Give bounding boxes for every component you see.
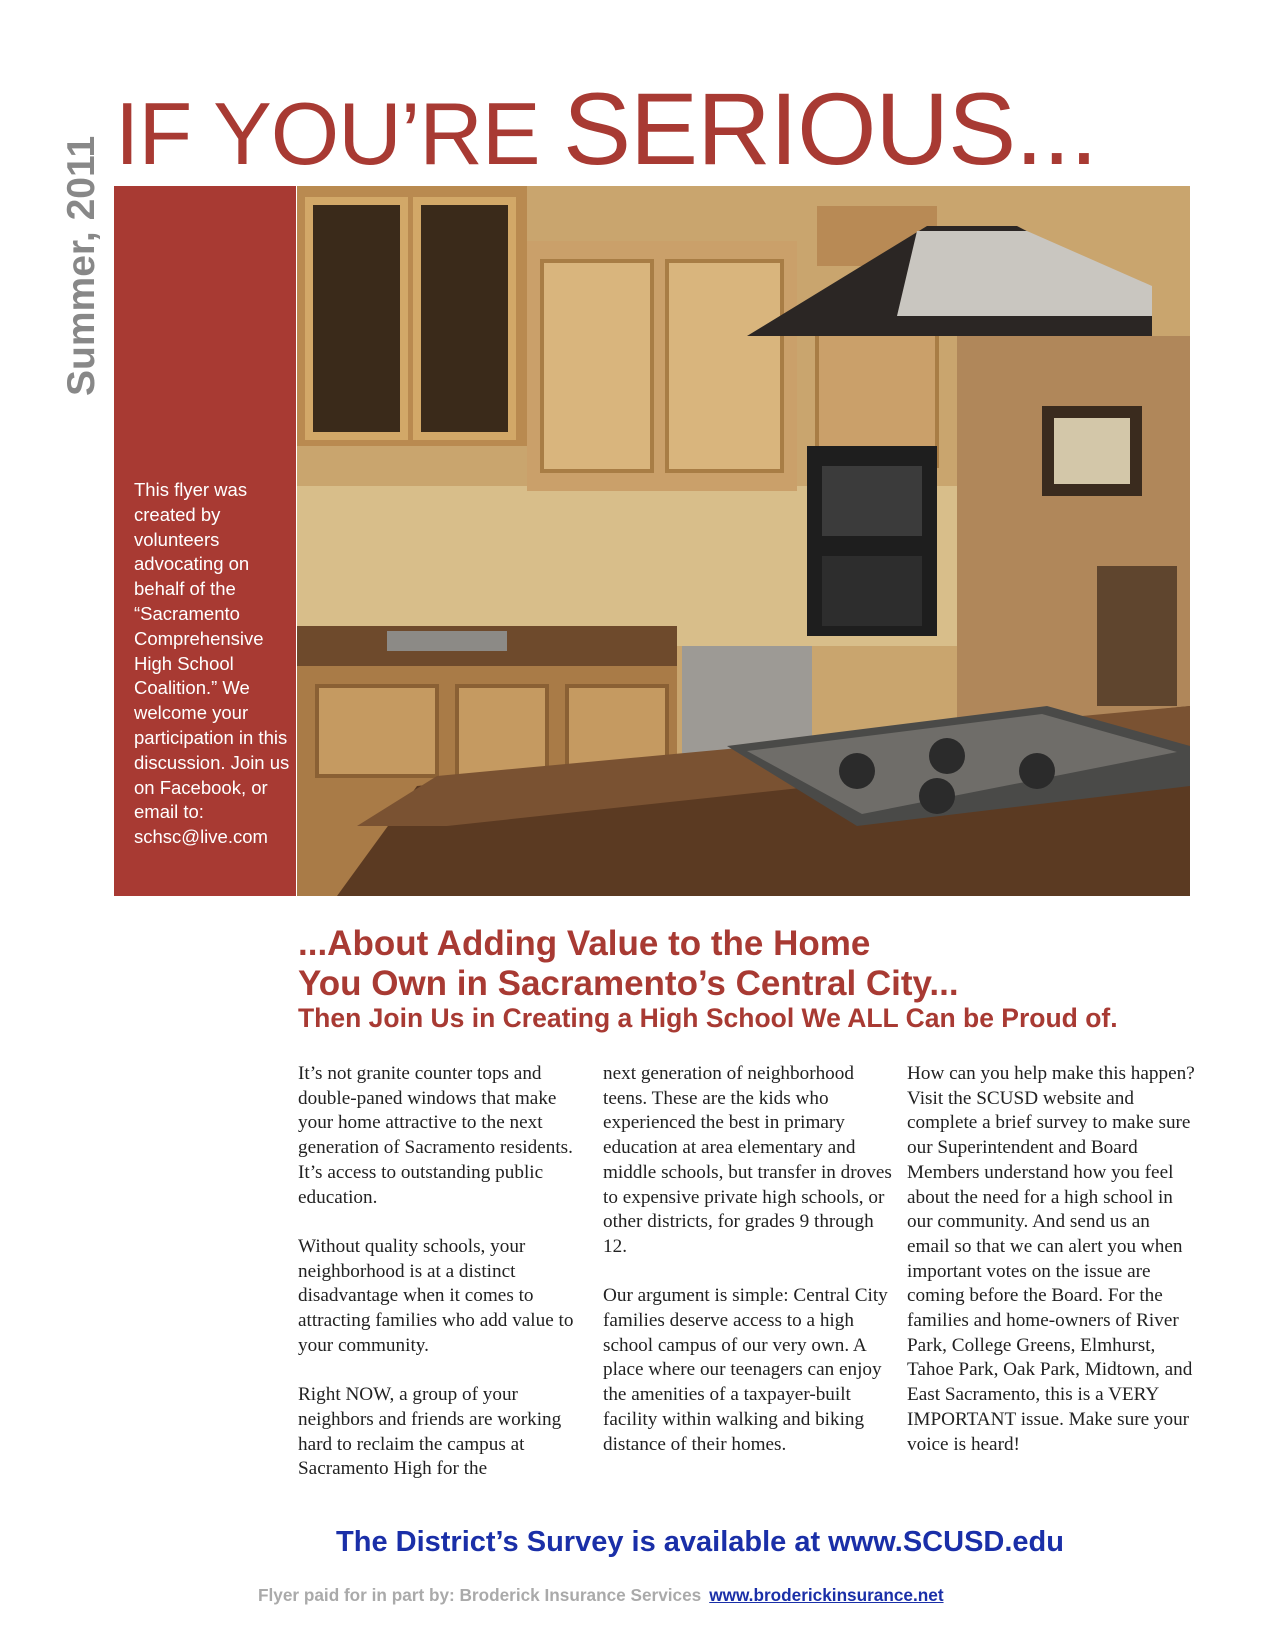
kitchen-photo <box>297 186 1190 896</box>
paragraph: Our argument is simple: Central City families deserve access to a high school campus of our very own. A place where our teenagers can enjoy the amenities of a taxpayer-built facility within walking and biking distance of their homes. <box>603 1285 888 1455</box>
paragraph: next generation of neighborhood teens. These are the kids who experienced the best in primary education at area elementary and middle schools, but transfer in droves to expensive private high schools, or other districts, for grades 9 through 12. <box>603 1063 892 1257</box>
red-sidebar-panel <box>114 186 296 896</box>
sidebar-note: This flyer was created by volunteers advocating on behalf of the “Sacramento Comprehensive High School Coalition.” We welcome your participation in this discussion. Join us on Facebook, or email to: schsc@live.com <box>134 479 290 848</box>
paragraph: It’s not granite counter tops and double-paned windows that make your home attractive to the next generation of Sacramento residents. It’s access to outstanding public education. <box>298 1063 573 1208</box>
side-date-text: Summer, 2011 <box>60 135 103 396</box>
footer <box>258 1585 1138 1606</box>
headline-part2: SERIOUS... <box>563 72 1098 186</box>
body-column-2 <box>603 1062 893 1482</box>
footer-sponsor-text: Flyer paid for in part by: Broderick Insurance Services <box>258 1585 702 1605</box>
paragraph: Without quality schools, your neighborhood is at a distinct disadvantage when it comes to attracting families who add value to your community. <box>298 1235 574 1356</box>
headline-part1: IF YOU’RE <box>115 84 564 183</box>
subhead-line3: Then Join Us in Creating a High School We ALL Can be Proud of. <box>298 1003 1118 1033</box>
paragraph: How can you help make this happen? Visit the SCUSD website and complete a brief survey to make sure our Superintendent and Board Members understand how you feel about the need for a high school in our community. And send us an email so that we can alert you when important votes on the issue are coming before the Board. For the families and home-owners of River Park, College Greens, Elmhurst, Tahoe Park, Oak Park, Midtown, and East Sacramento, this is a VERY IMPORTANT issue. Make sure your voice is heard! <box>907 1063 1195 1455</box>
survey-callout: The District’s Survey is available at www.SCUSD.edu <box>336 1526 1064 1558</box>
subhead-line1: ...About Adding Value to the Home <box>298 924 871 963</box>
kitchen-illustration <box>297 186 1190 896</box>
subhead-line2: You Own in Sacramento’s Central City... <box>298 964 959 1003</box>
headline <box>115 72 1235 186</box>
body-column-1 <box>298 1062 588 1507</box>
side-date <box>60 135 110 440</box>
paragraph: Right NOW, a group of your neighbors and friends are working hard to reclaim the campus at Sacramento High for the <box>298 1384 562 1480</box>
sponsor-link[interactable]: www.broderickinsurance.net <box>709 1585 944 1605</box>
body-column-3 <box>907 1062 1197 1482</box>
